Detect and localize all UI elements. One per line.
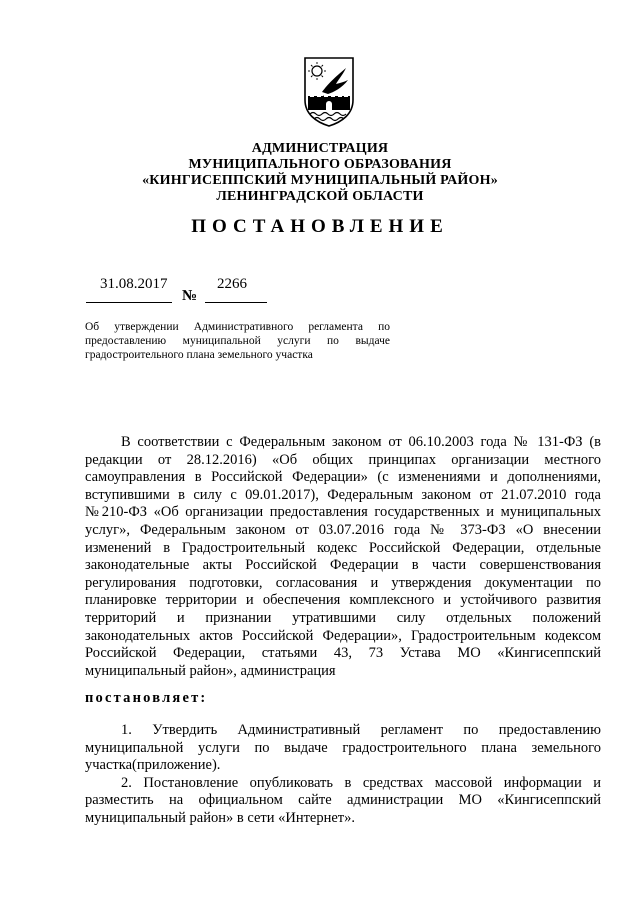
document-date: 31.08.2017: [100, 276, 168, 292]
preamble-paragraph: В соответствии с Федеральным законом от 06.10.2003 года № 131-ФЗ (в редакции от 28.12.2016) «Об общих принципах организации местного самоуправления в Российской Федерации» (с изменениями и дополнениями, вступившими в силу с 09.01.2017), Федеральным законом от 21.07.2010 года №210-ФЗ «Об организации предоставления государственных и муниципальных услуг», Федеральным законом от 03.07.2016 года № 373-ФЗ «О внесении изменений в Градостроительный кодекс Российской Федерации, отдельные законодательные акты Российской Федерации в части совершенствования регулирования подготовки, согласования и утверждения документации по планировке территории и обеспечения комплексного и устойчивого развития территорий и признании утратившими силу отдельных положений законодательных актов Российской Федерации», Градостроительным кодексом Российской Федерации, статьями 43, 73 Устава МО «Кингисеппский муниципальный район», администрация: [85, 434, 601, 679]
number-underline: [205, 302, 267, 303]
document-subject: [85, 320, 390, 362]
number-sign: №: [182, 288, 198, 304]
org-line: АДМИНИСТРАЦИЯ: [251, 141, 389, 156]
org-line: «КИНГИСЕППСКИЙ МУНИЦИПАЛЬНЫЙ РАЙОН»: [142, 173, 498, 188]
decree-item: 2. Постановление опубликовать в средствах массовой информации и разместить на официальном сайте администрации МО «Кингисеппский муниципальный район» в сети «Интернет».: [85, 774, 601, 826]
decree-word: постановляет:: [85, 690, 208, 706]
decree-item: 1. Утвердить Административный регламент по предоставлению муниципальной услуги по выдаче градостроительного плана земельного участка(приложение).: [85, 722, 601, 774]
preamble: [85, 434, 601, 680]
decree-items: [85, 722, 601, 828]
document-number: 2266: [217, 276, 247, 292]
subject-line: предоставлению муниципальной услуги по выдаче: [85, 335, 390, 347]
org-line: ЛЕНИНГРАДСКОЙ ОБЛАСТИ: [216, 189, 424, 204]
organization-name: [0, 141, 640, 205]
coat-of-arms-icon: [302, 56, 356, 128]
org-line: МУНИЦИПАЛЬНОГО ОБРАЗОВАНИЯ: [188, 157, 452, 172]
subject-line: градостроительного плана земельного участка: [85, 349, 313, 361]
document-type-title: ПОСТАНОВЛЕНИЕ: [191, 216, 449, 237]
date-underline: [86, 302, 172, 303]
subject-line: Об утверждении Административного регламента по: [85, 321, 390, 333]
